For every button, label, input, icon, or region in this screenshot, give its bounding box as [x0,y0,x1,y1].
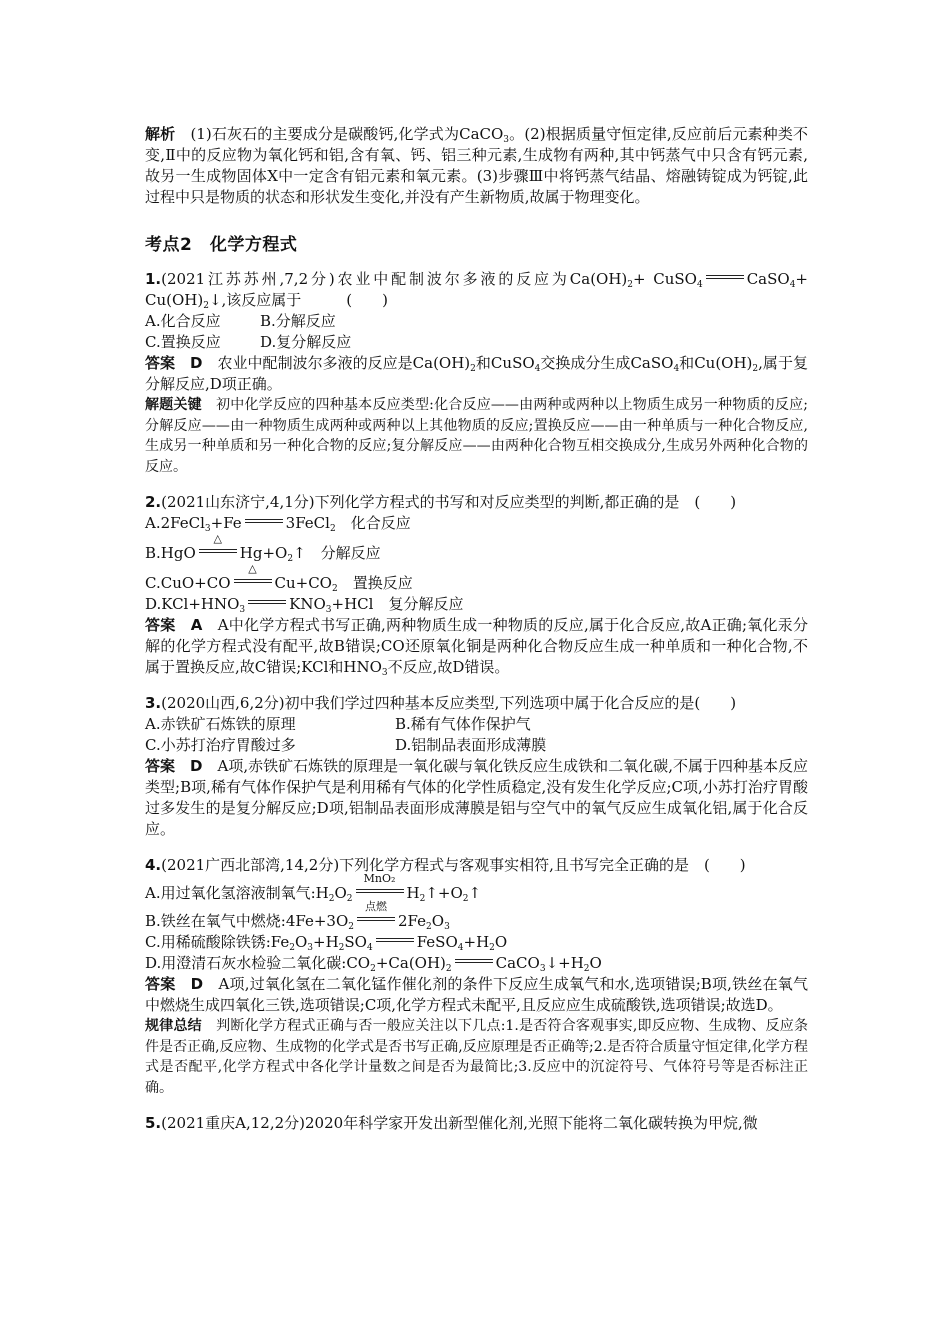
document-page [145,124,808,1134]
heat-symbol: △ [248,562,257,575]
q1-option-b: B.分解反应 [260,312,336,330]
catalyst-label: MnO₂ [363,872,396,885]
q3-option-d: D.铝制品表面形成薄膜 [395,736,547,754]
q4-option-a: A.用过氧化氢溶液制氧气$:H_2O_2$ MnO₂ $H_2↑+O_2↑$ [145,872,482,904]
q1-options-row-1 [145,311,808,332]
q1-stem: 1.(2021江苏苏州,7,2分)农业中配制波尔多液的反应为$Ca(OH)_2+$ CuSO$_4$ CaSO$_4$+ $Cu(OH)_2↓$,该反应属于 ( ) [145,270,808,311]
q5-stem: 5.(2021重庆A,12,2分)2020年科学家开发出新型催化剂,光照下能将二氧化碳转换为甲烷,微 [145,1114,758,1132]
q4-option-c: C.用稀硫酸除铁锈$:Fe_2O_3+H_2SO_4$ $FeSO_4+H_2O$ [145,933,508,953]
q3-answer: 答案 D A项,赤铁矿石炼铁的原理是一氧化碳与氧化铁反应生成铁和二氧化碳,不属于四种基本反应类型;B项,稀有气体作保护气是利用稀有气体的化学性质稳定,没有发生化学反应;C项,小苏打治疗胃酸过多发生的是复分解反应;D项,铝制品表面形成薄膜是铝与空气中的氧气反应生成氧化铝,属于化合反应。 [145,757,808,838]
q4-answer: 答案 D A项,过氧化氢在二氧化锰作催化剂的条件下反应生成氧气和水,选项错误;B项,铁丝在氧气中燃烧生成四氧化三铁,选项错误;C项,化学方程式未配平,且反应应生成硫酸铁,选项错误;故选D。 [145,975,808,1014]
question-3 [145,693,808,840]
q4-stem: 4.(2021广西北部湾,14,2分)下列化学方程式与客观事实相符,且书写完全正确的是 ( ) [145,856,746,874]
q2-option-d: $D.KCl+HNO_3$ $KNO_3+HCl$ 复分解反应 [145,595,464,615]
q3-option-a: A.赤铁矿石炼铁的原理 [145,715,296,733]
q3-option-c: C.小苏打治疗胃酸过多 [145,736,296,754]
analysis-label: 解析 [145,125,176,143]
question-2 [145,492,808,678]
q3-stem: 3.(2020山西,6,2分)初中我们学过四种基本反应类型,下列选项中属于化合反应的是( ) [145,694,737,712]
q1-option-c: C.置换反应 [145,333,221,351]
heat-symbol: △ [213,532,223,545]
q4-option-d: D.用澄清石灰水检验二氧化碳$:CO_2+Ca(OH)_2$ $CaCO_3↓+H_2O$ [145,954,602,974]
q2-stem: 2.(2021山东济宁,4,1分)下列化学方程式的书写和对反应类型的判断,都正确的是 ( ) [145,493,737,511]
q4-rule-summary: 规律总结 判断化学方程式正确与否一般应关注以下几点:1.是否符合客观事实,即反应物、生成物、反应条件是否正确,反应物、生成物的化学式是否书写正确,反应原理是否正确等;2.是否符合质量守恒定律,化学方程式是否配平,化学方程式中各化学计量数之间是否为最简比;3.反应中的沉淀符号、气体符号等是否标注正确。 [145,1018,809,1096]
q2-option-a: A.2FeCl$_3$+Fe 3FeCl$_2$ 化合反应 [145,514,411,534]
ignite-label: 点燃 [365,900,387,913]
q1-option-a: A.化合反应 [145,312,221,330]
equation-sign [706,273,744,283]
q1-key-note: 解题关键 初中化学反应的四种基本反应类型:化合反应——由两种或两种以上物质生成另一种物质的反应;分解反应——由一种物质生成两种或两种以上其他物质的反应;置换反应——由一种单质与一种化合物反应,生成另一种单质和另一种化合物的反应;复分解反应——由两种化合物互相交换成分,生成另外两种化合物的反应。 [145,397,809,475]
q3-option-b: B.稀有气体作保护气 [395,715,531,733]
question-4 [145,855,808,1098]
q2-option-c: C.CuO+CO △ $Cu+CO_2$ 置换反应 [145,562,413,594]
analysis-paragraph: 解析 (1)石灰石的主要成分是碳酸钙,化学式为CaCO$_3$。(2)根据质量守恒定律,反应前后元素种类不变,Ⅱ中的反应物为氧化钙和铝,含有氧、钙、铝三种元素,生成物有两种,其中钙蒸气中只含有钙元素,故另一生成物固体X中一定含有铝元素和氧元素。(3)步骤Ⅲ中将钙蒸气结晶、熔融铸锭成为钙锭,此过程中只是物质的状态和形状发生变化,并没有产生新物质,故属于物理变化。 [145,125,808,206]
question-1 [145,269,808,477]
section-title: 考点2 化学方程式 [145,235,298,255]
question-5 [145,1113,808,1134]
q2-answer: 答案 A A中化学方程式书写正确,两种物质生成一种物质的反应,属于化合反应,故A正确;氧化汞分解的化学方程式没有配平,故B错误;CO还原氧化铜是两种化合物反应生成一种单质和一种化合物,不属于置换反应,故C错误;KCl和$HNO_3$不反应,故D错误。 [145,616,808,678]
q1-option-d: D.复分解反应 [260,333,352,351]
q4-option-b: B.铁丝在氧气中燃烧$:4Fe+3O_2$ 点燃 $2Fe_2O_3$ [145,900,450,932]
q2-option-b: B.HgO △ $Hg+O_2↑$ 分解反应 [145,532,381,564]
q1-answer: 答案 D 农业中配制波尔多液的反应是$Ca(OH)_2$和CuSO$_4$交换成分生成CaSO$_4$和$Cu(OH)_2$,属于复分解反应,D项正确。 [145,354,808,393]
q1-options-row-2 [145,332,808,353]
